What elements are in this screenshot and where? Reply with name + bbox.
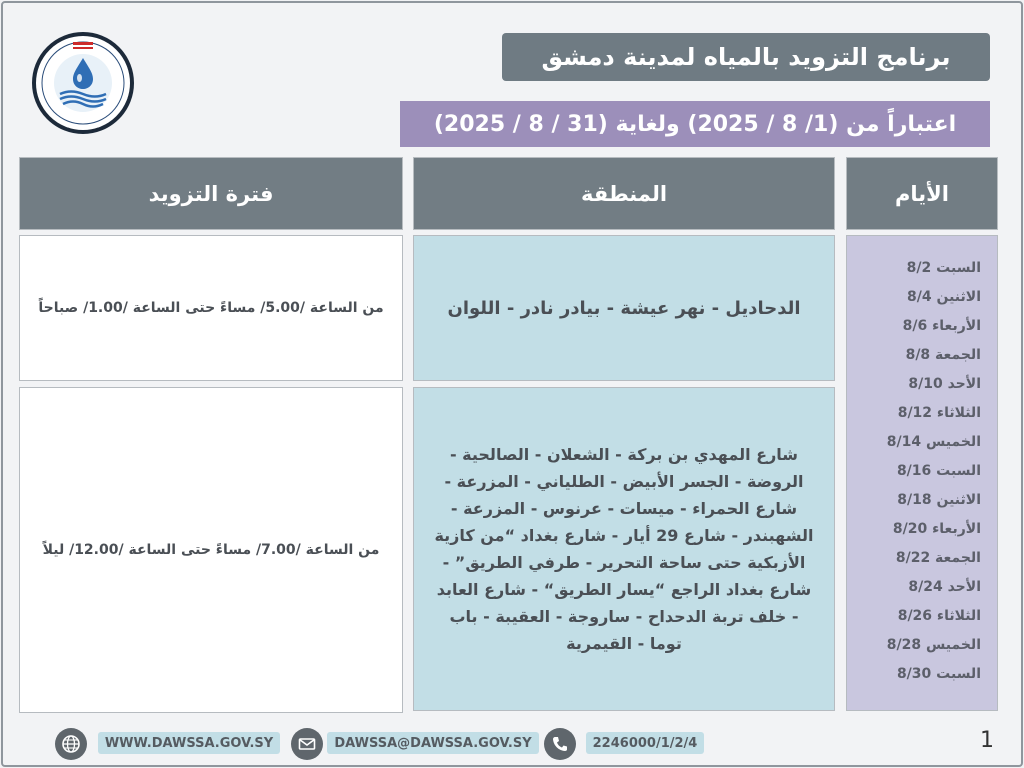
day-item: السبت 8/16	[896, 463, 981, 479]
day-item: الأحد 8/24	[908, 579, 981, 595]
date-range: اعتباراً من (1/ 8 / 2025) ولغاية (31 / 8 / 2025)	[433, 111, 957, 137]
period-cell-row-1: من الساعة /5.00/ مساءً حتى الساعة /1.00/ صباحاً	[19, 235, 403, 381]
day-item: الاثنين 8/4	[907, 289, 981, 305]
day-item: الثلاثاء 8/26	[897, 608, 981, 624]
day-item: الأربعاء 8/20	[892, 521, 981, 537]
day-item: الجمعة 8/22	[895, 550, 981, 566]
day-item: الثلاثاء 8/12	[897, 405, 981, 421]
website-link[interactable]: WWW.DAWSSA.GOV.SY	[98, 732, 280, 754]
column-header-area: المنطقة	[413, 157, 835, 230]
envelope-icon	[291, 728, 323, 760]
period-cell-row-2: من الساعة /7.00/ مساءً حتى الساعة /12.00/ ليلاً	[19, 387, 403, 713]
organization-logo	[32, 32, 134, 134]
day-item: الجمعة 8/8	[905, 347, 981, 363]
page-number: 1	[980, 728, 994, 753]
date-range-banner	[400, 101, 990, 147]
area-cell-row-1: الدحاديل - نهر عيشة - بيادر نادر - اللوان	[413, 235, 835, 381]
days-column	[846, 235, 998, 711]
page-title-banner	[502, 33, 990, 81]
column-header-days: الأيام	[846, 157, 998, 230]
day-item: الخميس 8/14	[886, 434, 981, 450]
globe-icon	[55, 728, 87, 760]
day-item: الأربعاء 8/6	[902, 318, 981, 334]
page-title: برنامج التزويد بالمياه لمدينة دمشق	[541, 43, 951, 71]
day-item: الاثنين 8/18	[897, 492, 981, 508]
email-link[interactable]: DAWSSA@DAWSSA.GOV.SY	[327, 732, 539, 754]
day-item: السبت 8/30	[896, 666, 981, 682]
phone-icon	[544, 728, 576, 760]
area-cell-row-2: شارع المهدي بن بركة - الشعلان - الصالحية - الروضة - الجسر الأبيض - الطلياني - المزرعة - شارع الحمراء - ميسات - عرنوس - المزرعة - الشهبندر - شارع 29 أيار - شارع بغداد “من كازية الأزبكية حتى ساحة التحرير - طرفي الطريق” - شارع بغداد الراجع “يسار الطريق“ - شارع العابد - خلف تربة الدحداح - ساروجة - العقيبة - باب توما - القيمرية	[413, 387, 835, 711]
days-list	[851, 260, 981, 695]
day-item: الأحد 8/10	[908, 376, 981, 392]
phone-number: 2246000/1/2/4	[586, 732, 704, 754]
day-item: السبت 8/2	[906, 260, 981, 276]
column-header-period: فترة التزويد	[19, 157, 403, 230]
day-item: الخميس 8/28	[886, 637, 981, 653]
